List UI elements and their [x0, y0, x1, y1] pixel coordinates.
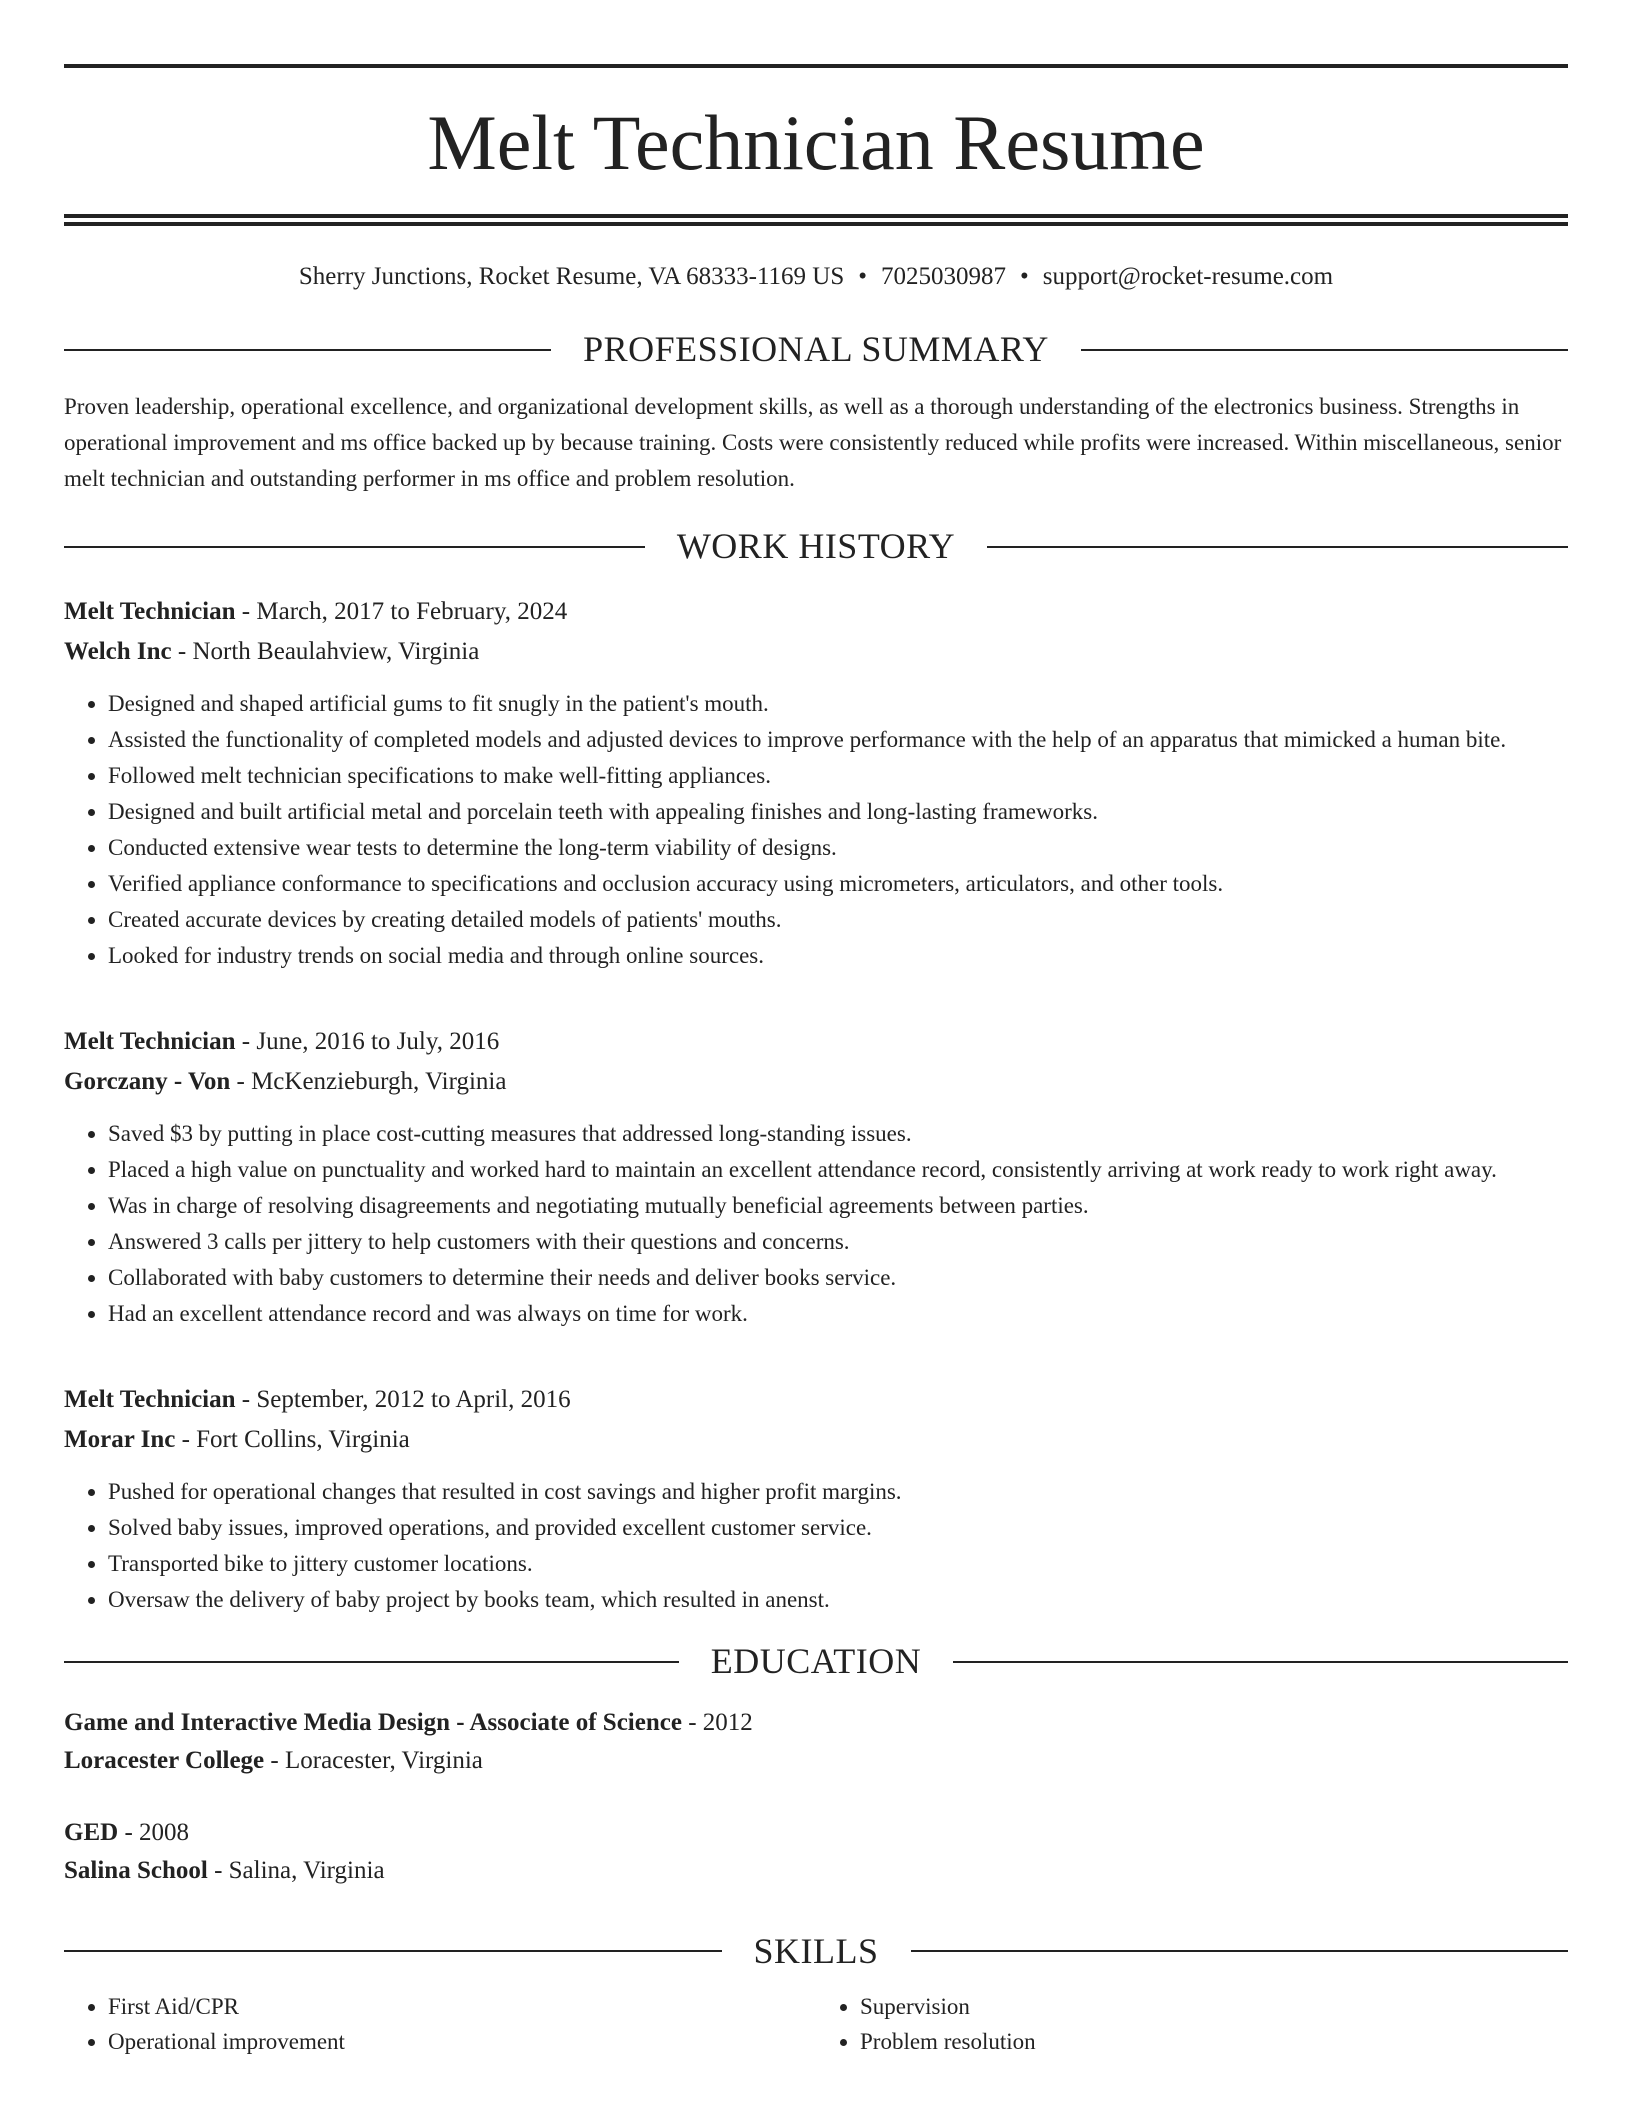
- contact-separator: •: [1020, 263, 1029, 290]
- dash-separator: -: [235, 1386, 257, 1414]
- education-year: 2008: [139, 1818, 190, 1846]
- divider: [64, 546, 645, 548]
- job-entry: [64, 1380, 1568, 1618]
- job-bullet: • Answered 3 calls per jittery to help customers with their questions and concerns.: [108, 1224, 1568, 1260]
- job-bullet: • Followed melt technician specifications to make well-fitting appliances.: [108, 758, 1568, 794]
- divider: [953, 1661, 1568, 1663]
- contact-address: Sherry Junctions, Rocket Resume, VA 68333-1169 US: [298, 263, 845, 290]
- divider: [64, 1661, 679, 1663]
- skill-item: • Operational improvement: [108, 2024, 816, 2059]
- resume-title: Melt Technician Resume: [427, 99, 1205, 186]
- education-school: Salina School: [64, 1856, 208, 1884]
- education-location: Salina, Virginia: [228, 1856, 385, 1884]
- job-bullet: • Saved $3 by putting in place cost-cutting measures that addressed long-standing issues.: [108, 1116, 1568, 1152]
- job-title: Melt Technician: [64, 1028, 236, 1056]
- job-bullet: • Was in charge of resolving disagreements and negotiating mutually beneficial agreements between parties.: [108, 1188, 1568, 1224]
- summary-text: Proven leadership, operational excellence, and organizational development skills, as well as a thorough understanding of the electronics business. Strengths in operational improvement and ms office backed up by because training. Costs were consistently reduced while profits were increased. Within miscellaneous, senior melt technician and outstanding performer in ms office and problem resolution.: [64, 394, 1562, 492]
- contact-line: [64, 262, 1568, 292]
- dash-separator: -: [235, 1028, 257, 1056]
- education-school-line: [64, 1852, 1568, 1890]
- job-location: McKenzieburgh, Virginia: [251, 1068, 507, 1096]
- job-bullet: • Oversaw the delivery of baby project by books team, which resulted in anenst.: [108, 1582, 1568, 1618]
- dash-separator: -: [207, 1856, 229, 1884]
- education-entry: [64, 1704, 1568, 1780]
- education-degree: GED: [64, 1818, 119, 1846]
- job-company-line: [64, 632, 1568, 672]
- job-bullet: • Placed a high value on punctuality and worked hard to maintain an excellent attendance record, consistently arriving at work ready to work right away.: [108, 1152, 1568, 1188]
- education-list: [64, 1704, 1568, 1890]
- divider: [911, 1950, 1569, 1952]
- job-bullet: • Verified appliance conformance to specifications and occlusion accuracy using micrometers, articulators, and other tools.: [108, 866, 1568, 902]
- job-bullet: • Transported bike to jittery customer locations.: [108, 1546, 1568, 1582]
- section-title: SKILLS: [753, 1930, 879, 1971]
- section-title: EDUCATION: [710, 1641, 922, 1682]
- contact-separator: •: [858, 263, 868, 290]
- education-degree-line: [64, 1704, 1568, 1742]
- job-location: Fort Collins, Virginia: [196, 1426, 410, 1454]
- job-bullet: • Looked for industry trends on social media and through online sources.: [108, 938, 1568, 974]
- dash-separator: -: [175, 1426, 197, 1454]
- section-title: WORK HISTORY: [676, 526, 956, 567]
- education-school: Loracester College: [64, 1746, 265, 1774]
- job-entry: [64, 592, 1568, 974]
- job-entry: [64, 1022, 1568, 1332]
- section-heading-summary: [64, 328, 1568, 371]
- work-history-list: [64, 592, 1568, 1618]
- section-heading-work: [64, 525, 1568, 568]
- divider: [64, 1950, 722, 1952]
- job-bullet: • Assisted the functionality of completed models and adjusted devices to improve performance with the help of an apparatus that mimicked a human bite.: [108, 722, 1568, 758]
- job-title-line: [64, 592, 1568, 632]
- section-heading-skills: [64, 1930, 1568, 1973]
- education-degree: Game and Interactive Media Design - Associate of Science: [64, 1708, 682, 1736]
- job-bullet: • Had an excellent attendance record and was always on time for work.: [108, 1296, 1568, 1332]
- skills-list-left: [64, 1989, 816, 2059]
- education-entry: [64, 1814, 1568, 1890]
- dash-separator: -: [235, 598, 257, 626]
- dash-separator: -: [264, 1746, 285, 1774]
- dash-separator: -: [118, 1818, 140, 1846]
- job-dates: September, 2012 to April, 2016: [256, 1386, 571, 1414]
- job-bullets: [64, 686, 1568, 974]
- job-title: Melt Technician: [64, 1386, 236, 1414]
- dash-separator: -: [230, 1068, 252, 1096]
- job-bullet: • Collaborated with baby customers to determine their needs and deliver books service.: [108, 1260, 1568, 1296]
- skills-columns: [64, 1989, 1568, 2059]
- job-company: Gorczany - Von: [64, 1068, 231, 1096]
- contact-email: support@rocket-resume.com: [1042, 263, 1334, 290]
- section-heading-education: [64, 1640, 1568, 1683]
- contact-phone: 7025030987: [881, 263, 1007, 290]
- job-dates: March, 2017 to February, 2024: [256, 598, 568, 626]
- section-title: PROFESSIONAL SUMMARY: [583, 329, 1049, 369]
- job-title: Melt Technician: [64, 598, 236, 626]
- divider: [1081, 349, 1568, 351]
- skill-item: • Problem resolution: [860, 2024, 1568, 2059]
- job-bullets: [64, 1474, 1568, 1618]
- top-rule: [64, 64, 1568, 68]
- job-location: North Beaulahview, Virginia: [192, 638, 480, 666]
- job-dates: June, 2016 to July, 2016: [256, 1028, 500, 1056]
- job-title-line: [64, 1022, 1568, 1062]
- job-bullets: [64, 1116, 1568, 1332]
- title-double-rule: [64, 214, 1568, 226]
- job-bullet: • Conducted extensive wear tests to determine the long-term viability of designs.: [108, 830, 1568, 866]
- job-title-line: [64, 1380, 1568, 1420]
- education-school-line: [64, 1742, 1568, 1780]
- dash-separator: -: [681, 1708, 703, 1736]
- job-bullet: • Designed and shaped artificial gums to fit snugly in the patient's mouth.: [108, 686, 1568, 722]
- job-company: Morar Inc: [64, 1426, 176, 1454]
- job-bullet: • Solved baby issues, improved operations, and provided excellent customer service.: [108, 1510, 1568, 1546]
- education-degree-line: [64, 1814, 1568, 1852]
- divider: [64, 349, 551, 351]
- job-company: Welch Inc: [64, 638, 172, 666]
- education-location: Loracester, Virginia: [284, 1746, 483, 1774]
- job-bullet: • Pushed for operational changes that resulted in cost savings and higher profit margins.: [108, 1474, 1568, 1510]
- skills-list-right: [816, 1989, 1568, 2059]
- dash-separator: -: [171, 638, 193, 666]
- job-bullet: • Created accurate devices by creating detailed models of patients' mouths.: [108, 902, 1568, 938]
- skill-item: • Supervision: [860, 1989, 1568, 2024]
- divider: [987, 546, 1568, 548]
- job-company-line: [64, 1420, 1568, 1460]
- education-year: 2012: [702, 1708, 753, 1736]
- job-bullet: • Designed and built artificial metal and porcelain teeth with appealing finishes and long-lasting frameworks.: [108, 794, 1568, 830]
- job-company-line: [64, 1062, 1568, 1102]
- skill-item: • First Aid/CPR: [108, 1989, 816, 2024]
